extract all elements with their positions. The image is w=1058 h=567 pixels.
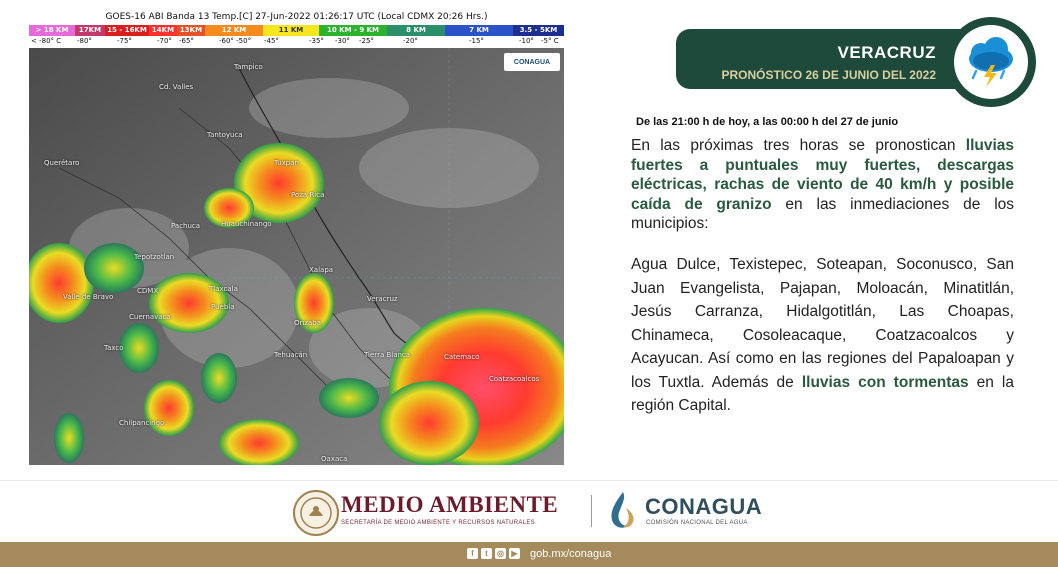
city-label: Poza Rica xyxy=(291,191,325,199)
scale-temp-label: < -80° C xyxy=(31,37,62,45)
city-label: Orizaba xyxy=(294,319,322,327)
state-header xyxy=(676,29,976,89)
scale-temp-label: -20° xyxy=(403,37,418,45)
forecast-period: De las 21:00 h de hoy, a las 00:00 h del 27 de junio xyxy=(636,116,899,128)
scale-segment: 8 KM xyxy=(387,25,445,36)
satellite-legend xyxy=(29,11,564,48)
color-scale-bar xyxy=(29,25,564,36)
city-label: Oaxaca xyxy=(321,455,348,463)
satellite-map xyxy=(29,48,564,465)
municipalities-paragraph: Agua Dulce, Texistepec, Soteapan, Soconusco, San Juan Evangelista, Pajapan, Moloacán, Minatitlán, Jesús Carranza, Hidalgotitlán, Las Choapas, Chinameca, Cosoleacaque, Coatzacoalcos y Acayucan. Así como en las regiones del Papaloapan y los Tuxtla. Además de lluvias con tormentas en la región Capital. xyxy=(631,256,1014,414)
scale-temp-label: -5° C xyxy=(541,37,559,45)
twitter-icon[interactable]: t xyxy=(481,548,492,559)
city-label: Cuernavaca xyxy=(129,313,171,321)
facebook-icon[interactable]: f xyxy=(467,548,478,559)
city-label: CDMX xyxy=(137,287,159,295)
temperature-scale xyxy=(29,37,564,47)
scale-segment: 15 - 16KM xyxy=(105,25,149,36)
city-label: Querétaro xyxy=(44,159,80,167)
scale-segment: 13KM xyxy=(177,25,205,36)
scale-temp-label: -25° xyxy=(359,37,374,45)
conagua-title: CONAGUA xyxy=(645,494,763,519)
scale-temp-label: -45° xyxy=(264,37,279,45)
satellite-title: GOES-16 ABI Banda 13 Temp.[C] 27-Jun-2022 01:26:17 UTC (Local CDMX 20:26 Hrs.) xyxy=(105,12,488,22)
conagua-logo-icon xyxy=(606,490,640,530)
city-label: Cd. Valles xyxy=(159,83,194,91)
city-label: Coatzacoalcos xyxy=(489,375,540,383)
weather-badge xyxy=(946,17,1036,107)
logo-divider xyxy=(591,495,592,527)
scale-temp-label: -60° -50° xyxy=(219,37,252,45)
city-label: Taxco xyxy=(104,344,124,352)
scale-temp-label: -70° xyxy=(157,37,172,45)
website-link[interactable]: gob.mx/conagua xyxy=(530,548,612,560)
scale-temp-label: -65° xyxy=(179,37,194,45)
city-label: Valle de Bravo xyxy=(63,293,114,301)
scale-temp-label: -35° xyxy=(309,37,324,45)
conagua-logo: CONAGUA xyxy=(504,53,560,71)
forecast-paragraph: En las próximas tres horas se pronostican lluvias fuertes a puntuales muy fuertes, descargas eléctricas, rachas de viento de 40 km/h y posible caída de granizo en las inmediaciones de los municipios: xyxy=(631,137,1015,232)
city-label: Tlaxcala xyxy=(209,285,238,293)
scale-temp-label: -15° xyxy=(469,37,484,45)
forecast-highlight: lluvias fuertes a puntuales muy fuertes, descargas eléctricas, rachas de viento de 40 km/h y posible caída de granizo xyxy=(631,137,1015,213)
scale-temp-label: -80° xyxy=(77,37,92,45)
scale-segment: 10 KM - 9 KM xyxy=(319,25,387,36)
storm-cloud-icon xyxy=(954,25,1028,99)
forecast-date: PRONÓSTICO 26 DE JUNIO DEL 2022 xyxy=(721,68,936,82)
scale-segment: 11 KM xyxy=(263,25,319,36)
scale-segment: > 18 KM xyxy=(29,25,75,36)
conagua-subtitle: COMISIÓN NACIONAL DEL AGUA xyxy=(646,520,748,526)
city-label: Tampico xyxy=(234,63,263,71)
social-links xyxy=(467,548,520,559)
satellite-image xyxy=(29,11,564,465)
scale-segment: 7 KM xyxy=(445,25,513,36)
state-title: VERACRUZ xyxy=(837,43,936,62)
scale-temp-label: -75° xyxy=(117,37,132,45)
youtube-icon[interactable]: ▶ xyxy=(509,548,520,559)
ministry-subtitle: SECRETARÍA DE MEDIO AMBIENTE Y RECURSOS NATURALES xyxy=(341,520,535,526)
city-label: Tehuacán xyxy=(274,351,308,359)
scale-segment: 12 KM xyxy=(205,25,263,36)
scale-temp-label: -10° xyxy=(519,37,534,45)
scale-temp-label: -30° xyxy=(335,37,350,45)
scale-segment: 3.5 - 5KM xyxy=(513,25,564,36)
forecast-highlight-2: lluvias con tormentas xyxy=(801,373,969,391)
ministry-title: MEDIO AMBIENTE xyxy=(341,492,559,517)
city-label: Tantoyuca xyxy=(207,131,243,139)
instagram-icon[interactable]: ◎ xyxy=(495,548,506,559)
city-label: Tuxpan xyxy=(274,159,299,167)
city-label: Huauchinango xyxy=(221,220,272,228)
footer-divider xyxy=(0,480,1058,481)
city-label: Xalapa xyxy=(309,266,334,274)
footer-bar xyxy=(0,542,1058,567)
city-label: Tepotzotlan xyxy=(134,253,175,261)
city-label: Veracruz xyxy=(367,295,398,303)
scale-segment: 17KM xyxy=(75,25,105,36)
government-seal-icon xyxy=(293,490,339,536)
scale-segment: 14KM xyxy=(149,25,177,36)
city-label: Catemaco xyxy=(444,353,480,361)
city-label: Pachuca xyxy=(171,222,201,230)
city-label: Puebla xyxy=(211,303,235,311)
city-label: Chilpancingo xyxy=(119,419,165,427)
city-label: Tierra Blanca xyxy=(364,351,411,359)
